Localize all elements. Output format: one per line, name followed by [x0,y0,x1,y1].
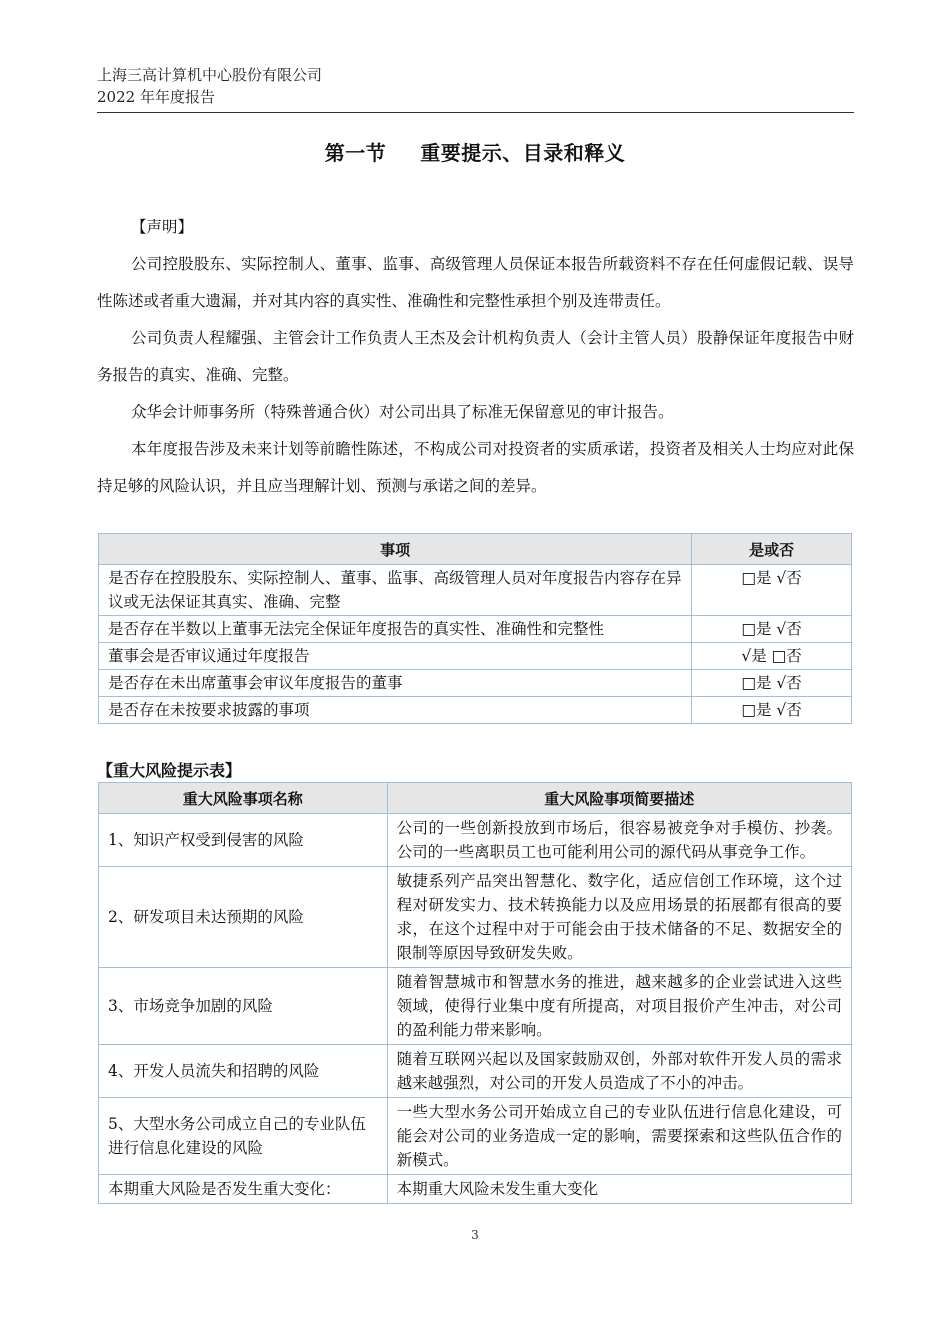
answer-cell: √是 □否 [692,643,852,670]
risk-name-cell: 4、开发人员流失和招聘的风险 [99,1045,388,1098]
declaration-heading: 【声明】 [131,218,194,236]
risk-name-cell: 1、知识产权受到侵害的风险 [99,814,388,867]
table-row [99,1045,852,1098]
item-cell: 是否存在未出席董事会审议年度报告的董事 [99,670,692,697]
declaration-paragraph: 众华会计师事务所（特殊普通合伙）对公司出具了标准无保留意见的审计报告。 [131,403,674,421]
risk-desc-cell: 随着互联网兴起以及国家鼓励双创，外部对软件开发人员的需求越来越强烈，对公司的开发人员造成了不小的冲击。 [387,1045,851,1098]
risk-table [98,782,852,1204]
risk-desc-cell: 一些大型水务公司开始成立自己的专业队伍进行信息化建设，可能会对公司的业务造成一定的影响，需要探索和这些队伍合作的新模式。 [387,1098,851,1175]
answer-cell: □是 √否 [692,697,852,724]
risk-change-label: 本期重大风险是否发生重大变化： [99,1175,388,1204]
answer-cell: □是 √否 [692,616,852,643]
column-header-answer: 是或否 [692,534,852,565]
table-row [99,616,852,643]
page-header [97,64,854,108]
item-cell: 是否存在控股股东、实际控制人、董事、监事、高级管理人员对年度报告内容存在异议或无法保证其真实、准确、完整 [99,565,692,616]
declaration-body [97,246,854,505]
item-cell: 是否存在未按要求披露的事项 [99,697,692,724]
report-name: 2022 年年度报告 [97,88,215,106]
confirmation-table [98,533,852,724]
answer-cell: □是 √否 [692,565,852,616]
declaration-paragraph: 本年度报告涉及未来计划等前瞻性陈述，不构成公司对投资者的实质承诺，投资者及相关人士均应对此保持足够的风险认识，并且应当理解计划、预测与承诺之间的差异。 [97,440,854,495]
table-row [99,867,852,968]
risk-name-cell: 3、市场竞争加剧的风险 [99,968,388,1045]
section-title [0,137,950,166]
risk-change-value: 本期重大风险未发生重大变化 [387,1175,851,1204]
table-row [99,697,852,724]
risk-desc-cell: 随着智慧城市和智慧水务的推进，越来越多的企业尝试进入这些领域，使得行业集中度有所提高，对项目报价产生冲击，对公司的盈利能力带来影响。 [387,968,851,1045]
table-row [99,670,852,697]
table-row [99,814,852,867]
declaration-paragraph: 公司控股股东、实际控制人、董事、监事、高级管理人员保证本报告所载资料不存在任何虚假记载、误导性陈述或者重大遗漏，并对其内容的真实性、准确性和完整性承担个别及连带责任。 [97,255,854,310]
table-header-row [99,783,852,814]
risk-name-cell: 2、研发项目未达预期的风险 [99,867,388,968]
table-row [99,1175,852,1204]
table-row [99,565,852,616]
answer-cell: □是 √否 [692,670,852,697]
risk-name-cell: 5、大型水务公司成立自己的专业队伍进行信息化建设的风险 [99,1098,388,1175]
table-row [99,968,852,1045]
column-header-risk-name: 重大风险事项名称 [99,783,388,814]
risk-desc-cell: 公司的一些创新投放到市场后，很容易被竞争对手模仿、抄袭。公司的一些离职员工也可能利用公司的源代码从事竞争工作。 [387,814,851,867]
table-header-row [99,534,852,565]
column-header-risk-desc: 重大风险事项简要描述 [387,783,851,814]
section-heading: 重要提示、目录和释义 [420,141,626,165]
header-divider [97,112,854,113]
risk-desc-cell: 敏捷系列产品突出智慧化、数字化，适应信创工作环境，这个过程对研发实力、技术转换能力以及应用场景的拓展都有很高的要求，在这个过程中对于可能会由于技术储备的不足、数据安全的限制等原因导致研发失败。 [387,867,851,968]
company-name: 上海三高计算机中心股份有限公司 [97,66,323,84]
table-row [99,1098,852,1175]
page-number: 3 [471,1228,479,1242]
risk-table-title: 【重大风险提示表】 [97,761,242,780]
table-row [99,643,852,670]
column-header-item: 事项 [99,534,692,565]
item-cell: 是否存在半数以上董事无法完全保证年度报告的真实性、准确性和完整性 [99,616,692,643]
declaration-paragraph: 公司负责人程耀强、主管会计工作负责人王杰及会计机构负责人（会计主管人员）股静保证年度报告中财务报告的真实、准确、完整。 [97,329,854,384]
section-number: 第一节 [324,141,387,165]
item-cell: 董事会是否审议通过年度报告 [99,643,692,670]
